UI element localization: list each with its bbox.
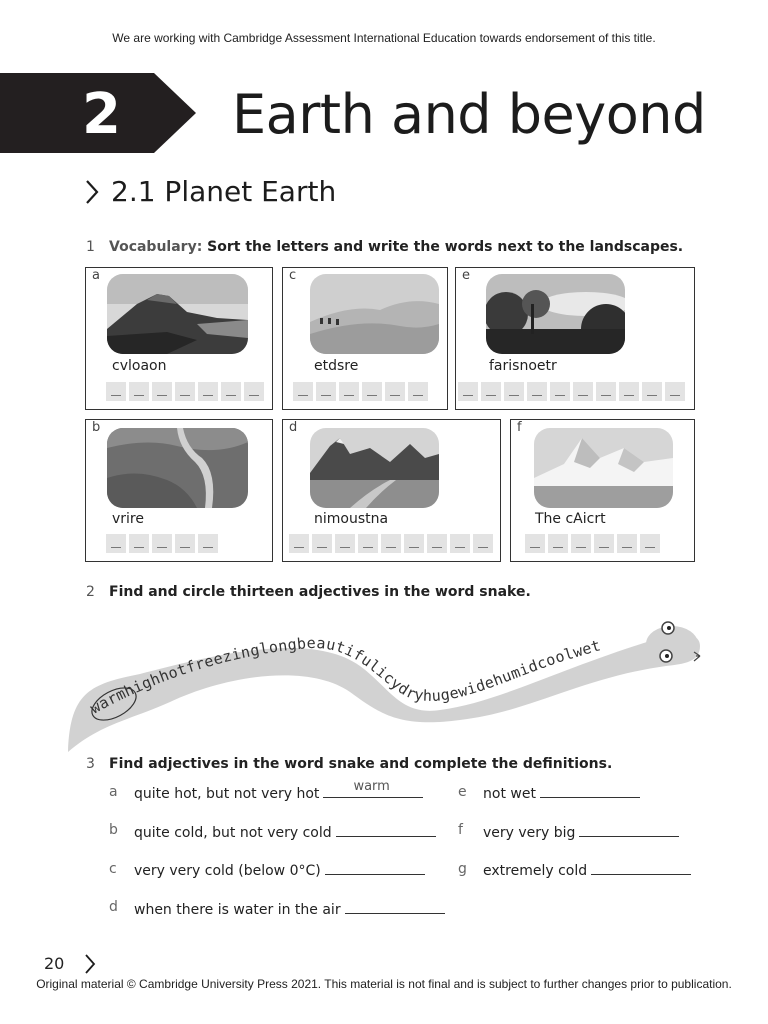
- word-snake: [60, 612, 710, 762]
- card-letter: c: [289, 268, 297, 283]
- scrambled-word: nimoustna: [314, 511, 389, 527]
- landscape-card-a: [85, 267, 273, 410]
- definition-text: extremely cold: [483, 863, 588, 879]
- definition-text: not wet: [483, 786, 536, 802]
- definition-letter: g: [458, 861, 467, 877]
- snake-letter-path: warmhighhotfreezinglongbeautifulicydryhugewidehumidcoolwet: [87, 633, 603, 718]
- definition-letter: c: [109, 861, 117, 877]
- landscape-card-c: [282, 267, 448, 410]
- question-3-text: Find adjectives in the word snake and complete the definitions.: [109, 756, 613, 772]
- answer-line[interactable]: [591, 860, 691, 875]
- card-letter: b: [92, 420, 101, 435]
- page-number: 20: [44, 954, 65, 973]
- scrambled-word: farisnoetr: [489, 358, 557, 374]
- letter-blanks[interactable]: [106, 382, 264, 401]
- answer-warm: warm: [353, 779, 390, 794]
- card-letter: a: [92, 268, 100, 283]
- answer-line[interactable]: [345, 899, 445, 914]
- copyright-footer: Original material © Cambridge University Press 2021. This material is not final and is subject to further changes prior to publication.: [36, 977, 732, 991]
- endorsement-note: We are working with Cambridge Assessment International Education towards endorsement of this title.: [112, 31, 656, 45]
- question-2-text: Find and circle thirteen adjectives in the word snake.: [109, 584, 531, 600]
- desert-photo-icon: [310, 274, 439, 354]
- definition-b: [134, 822, 436, 841]
- definition-a: [134, 779, 423, 802]
- scrambled-word: cvloaon: [112, 358, 167, 374]
- scrambled-word: The cAicrt: [535, 511, 606, 527]
- answer-line[interactable]: [336, 822, 436, 837]
- question-number: 2: [86, 584, 95, 600]
- mountains-photo-icon: [310, 428, 439, 508]
- definition-text: quite cold, but not very cold: [134, 825, 332, 841]
- scrambled-word: etdsre: [314, 358, 359, 374]
- chapter-number: 2: [82, 82, 121, 147]
- definition-c: [134, 860, 425, 879]
- definition-letter: e: [458, 784, 467, 800]
- chevron-right-icon: [84, 953, 96, 975]
- scrambled-word: vrire: [112, 511, 144, 527]
- answer-line[interactable]: [540, 783, 640, 798]
- definition-text: very very cold (below 0°C): [134, 863, 321, 879]
- definition-text: very very big: [483, 825, 576, 841]
- definition-text: when there is water in the air: [134, 902, 341, 918]
- landscape-card-f: [510, 419, 695, 562]
- question-1-instruction: Sort the letters and write the words next to the landscapes.: [202, 239, 684, 255]
- card-letter: f: [517, 420, 522, 435]
- definition-f: [483, 822, 679, 841]
- volcano-photo-icon: [107, 274, 248, 354]
- question-number: 1: [86, 239, 95, 255]
- definition-e: [483, 783, 640, 802]
- arctic-photo-icon: [534, 428, 673, 508]
- letter-blanks[interactable]: [293, 382, 428, 401]
- card-letter: d: [289, 420, 298, 435]
- question-number: 3: [86, 756, 95, 772]
- landscape-card-b: [85, 419, 273, 562]
- definition-letter: f: [458, 822, 463, 838]
- landscape-card-d: [282, 419, 501, 562]
- letter-blanks[interactable]: [458, 382, 685, 401]
- letter-blanks[interactable]: [289, 534, 493, 553]
- chapter-title: Earth and beyond: [232, 83, 706, 146]
- section-title: 2.1 Planet Earth: [111, 175, 337, 208]
- answer-line[interactable]: [323, 779, 423, 798]
- card-letter: e: [462, 268, 470, 283]
- definition-text: quite hot, but not very hot: [134, 786, 320, 802]
- definition-d: [134, 899, 445, 918]
- definition-letter: d: [109, 899, 118, 915]
- river-photo-icon: [107, 428, 248, 508]
- definition-letter: b: [109, 822, 118, 838]
- letter-blanks[interactable]: [106, 534, 218, 553]
- letter-blanks[interactable]: [525, 534, 660, 553]
- vocabulary-keyword: Vocabulary:: [109, 239, 203, 255]
- landscape-card-e: [455, 267, 695, 410]
- answer-line[interactable]: [325, 860, 425, 875]
- answer-line[interactable]: [579, 822, 679, 837]
- chevron-right-icon: [84, 178, 100, 206]
- rainforest-photo-icon: [486, 274, 625, 354]
- question-1-text: [109, 239, 683, 255]
- definition-letter: a: [109, 784, 118, 800]
- definition-g: [483, 860, 691, 879]
